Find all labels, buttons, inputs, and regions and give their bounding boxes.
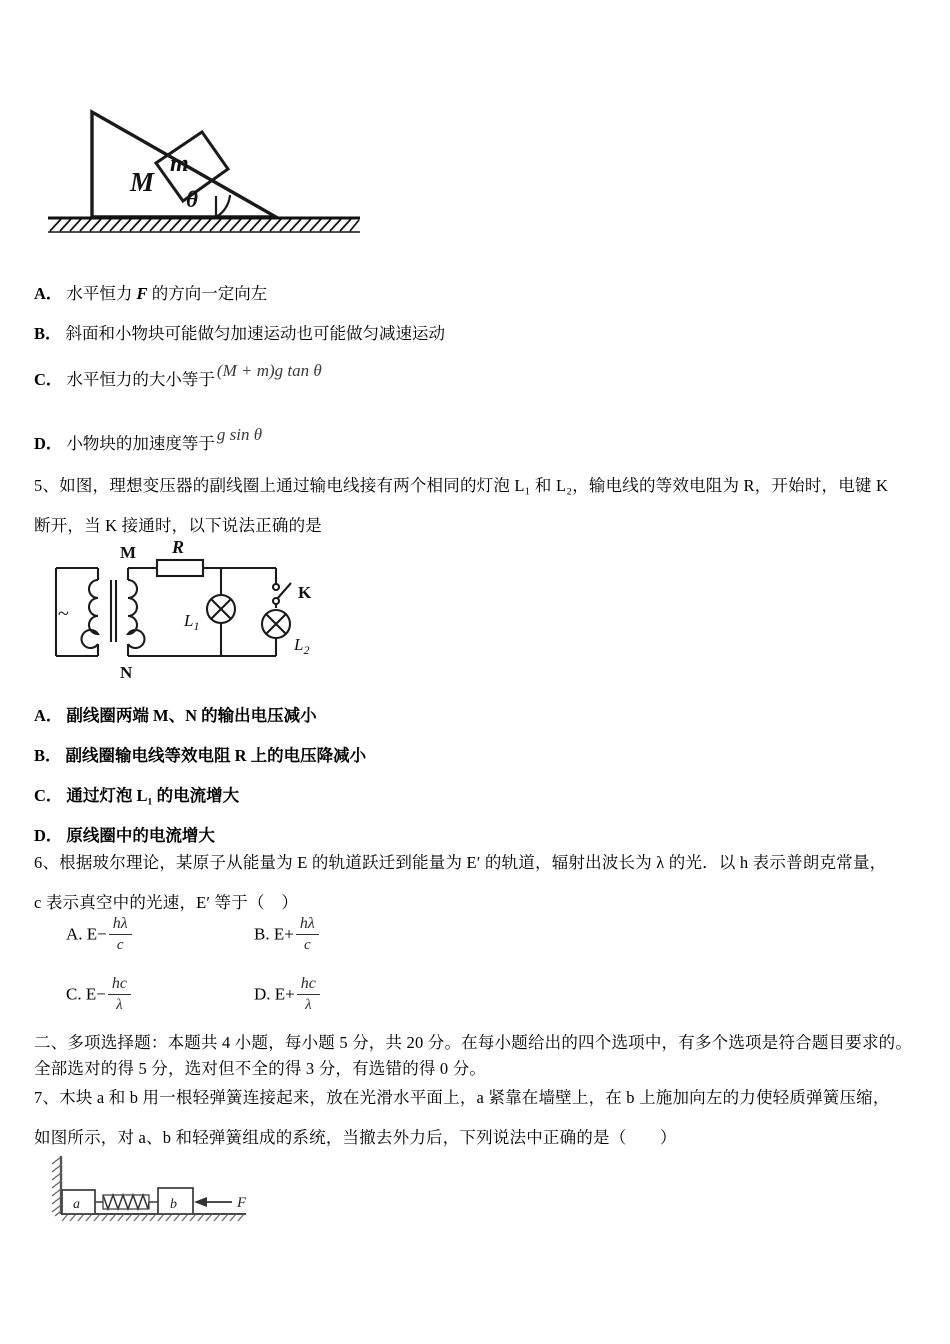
option-D-label-q6: D.	[254, 983, 271, 1003]
fraction-bar	[109, 934, 132, 935]
option-C-q6	[34, 976, 216, 1015]
block-label-m: m	[170, 151, 189, 177]
switch-label-K: K	[298, 583, 312, 602]
option-B-numerator-q6: hλ	[299, 914, 315, 932]
option-B-fraction-q6	[296, 915, 319, 954]
option-A-text-q5: 副线圈两端 M、N 的输出电压减小	[66, 706, 317, 725]
angle-label-theta: θ	[186, 187, 198, 212]
option-C-formula-q4: (M + m)g tan θ	[216, 361, 322, 380]
option-B-label-q6: B.	[254, 923, 270, 943]
option-D-denominator-q6: λ	[305, 996, 312, 1013]
option-A-numerator-q6: hλ	[112, 914, 128, 932]
option-A-italic-q4: F	[136, 284, 148, 303]
option-C-text-q5: 通过灯泡 L₁ 的电流增大	[66, 786, 240, 805]
option-C-label-q6: C.	[66, 983, 82, 1003]
option-A-lead-q6: E−	[86, 923, 107, 943]
question7-line1	[34, 1078, 924, 1118]
option-D-q4	[34, 418, 918, 470]
option-A-text2-q4: 的方向一定向左	[147, 284, 268, 303]
option-D-text-q5: 原线圈中的电流增大	[66, 826, 215, 845]
option-A-q6	[34, 916, 216, 955]
option-B-lead-q6: E+	[273, 923, 294, 943]
option-C-lead-q6: E−	[85, 983, 106, 1003]
question5-stem	[34, 466, 924, 546]
option-A-text-q4: 水平恒力	[66, 284, 137, 303]
question4-options	[34, 274, 918, 470]
resistor-label-R: R	[172, 538, 185, 557]
terminal-label-M: M	[120, 543, 137, 562]
fraction-bar	[108, 994, 131, 995]
section2-line1: 二、多项选择题：本题共 4 小题，每小题 5 分，共 20 分。在每小题给出的四个选项中，有多个选项是符合题目要求的。	[34, 1033, 913, 1052]
option-B-text-q4: 斜面和小物块可能做匀加速运动也可能做匀减速运动	[65, 324, 446, 343]
option-B-q4	[34, 314, 918, 354]
force-label-F: F	[237, 1195, 247, 1211]
question6-line1	[34, 843, 924, 883]
ac-source-symbol: ~	[58, 603, 69, 625]
option-B-text-q5: 副线圈输电线等效电阻 R 上的电压降减小	[65, 746, 367, 765]
option-A-fraction-q6	[109, 915, 132, 954]
question6-options	[34, 905, 918, 1025]
question5-line2: 断开，当 K 接通时，以下说法正确的是	[34, 516, 322, 535]
lamp1-label: $L_1$	[184, 611, 200, 633]
option-A-q5	[34, 696, 918, 736]
option-D-lead-q6: E+	[274, 983, 295, 1003]
question7-stem	[34, 1078, 924, 1158]
option-A-label-q5: A．	[34, 706, 63, 725]
option-B-label-q4: B．	[34, 324, 62, 343]
question6-options-row1	[34, 905, 918, 965]
option-C-q4	[34, 354, 918, 406]
option-C-numerator-q6: hc	[111, 974, 127, 992]
option-A-label-q6: A.	[66, 923, 83, 943]
question6-line2: c 表示真空中的光速，E′ 等于（ ）	[34, 893, 299, 912]
block-b-label: b	[170, 1197, 177, 1212]
option-D-label-q4: D．	[34, 434, 63, 453]
option-C-q5	[34, 776, 918, 816]
option-A-denominator-q6: c	[116, 936, 124, 953]
question5-line1	[34, 466, 924, 506]
section2-header	[34, 1030, 924, 1082]
question7-line2: 如图所示，对 a、b 和轻弹簧组成的系统，当撤去外力后，下列说法中正确的是（ ）	[34, 1128, 677, 1147]
question7-stem-text1: 木块 a 和 b 用一根轻弹簧连接起来，放在光滑水平面上，a 紧靠在墙壁上，在 b 上施加向左的力使轻质弹簧压缩，	[59, 1088, 890, 1107]
option-B-denominator-q6: c	[303, 936, 311, 953]
option-C-label-q4: C．	[34, 370, 63, 389]
option-A-q4	[34, 274, 918, 314]
block-a-label: a	[73, 1197, 80, 1212]
option-C-label-q5: C．	[34, 786, 63, 805]
option-D-fraction-q6	[297, 975, 320, 1014]
option-C-denominator-q6: λ	[116, 996, 123, 1013]
option-D-formula-q4: g sin θ	[216, 425, 263, 444]
option-D-q6	[216, 976, 322, 1015]
option-B-q5	[34, 736, 918, 776]
option-A-label-q4: A．	[34, 284, 63, 303]
transformer-circuit-figure	[44, 538, 334, 683]
option-C-text-q4: 水平恒力的大小等于	[66, 370, 215, 389]
question5-number: 5、	[34, 476, 60, 495]
option-D-numerator-q6: hc	[300, 974, 316, 992]
terminal-label-N: N	[120, 663, 133, 682]
lamp2-label: $L_2$	[294, 635, 310, 657]
option-B-label-q5: B．	[34, 746, 62, 765]
question7-number: 7、	[34, 1088, 60, 1107]
inclined-plane-figure	[44, 95, 364, 245]
question6-stem-text1: 根据玻尔理论，某原子从能量为 E 的轨道跃迁到能量为 E′ 的轨道，辐射出波长为 λ 的光．以 h 表示普朗克常量，	[59, 853, 887, 872]
question5-options	[34, 696, 918, 856]
option-C-fraction-q6	[108, 975, 131, 1014]
section2-line2: 全部选对的得 5 分，选对但不全的得 3 分，有选错的得 0 分。	[34, 1059, 487, 1078]
question5-stem-text1: 如图，理想变压器的副线圈上通过输电线接有两个相同的灯泡 L₁ 和 L₂，输电线的等效电阻为 R，开始时，电键 K	[59, 476, 889, 495]
option-B-q6	[216, 916, 321, 955]
spring-blocks-figure	[46, 1150, 261, 1240]
fraction-bar	[297, 994, 320, 995]
question6-number: 6、	[34, 853, 60, 872]
option-D-label-q5: D．	[34, 826, 63, 845]
incline-label-M: M	[130, 167, 155, 197]
question6-options-row2	[34, 965, 918, 1025]
fraction-bar	[296, 934, 319, 935]
option-D-text-q4: 小物块的加速度等于	[66, 434, 215, 453]
